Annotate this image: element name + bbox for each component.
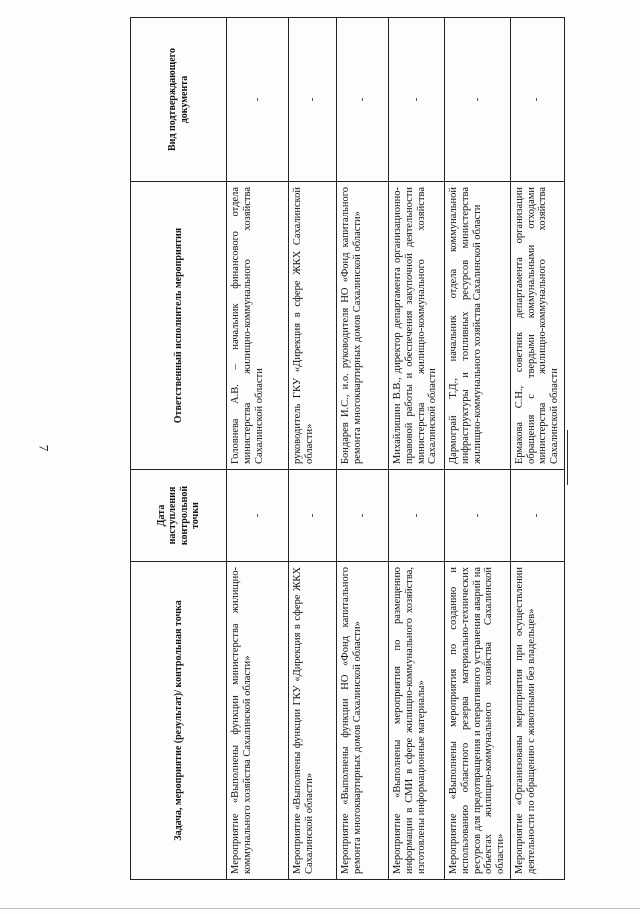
cell-document: -: [337, 18, 389, 182]
cell-date: -: [510, 470, 564, 562]
cell-responsible: Дармограй Т.Д., начальник отдела коммунальной инфраструктуры и топливных ресурсов министерства жилищно-коммунального хозяйства Сахалинской области: [445, 182, 511, 470]
cell-task: Мероприятие «Выполнены функции министерства жилищно-коммунального хозяйства Сахалинской области»: [227, 562, 289, 880]
cell-date: -: [337, 470, 389, 562]
cell-responsible: Михайлишин В.В., директор департамента организационно-правовой работы и обеспечения закупочной деятельности министерства жилищно-коммунального хозяйства Сахалинской области: [389, 182, 445, 470]
table-row: [445, 18, 511, 880]
cell-document: -: [289, 18, 337, 182]
cell-task: Мероприятие «Выполнены функции НО «Фонд капитального ремонта многоквартирных домов Сахалинской области»: [337, 562, 389, 880]
cell-task: Мероприятие «Организованы мероприятия при осуществлении деятельности по обращению с животными без владельцев»: [510, 562, 564, 880]
cell-document: -: [389, 18, 445, 182]
header-date: Дата наступления контрольной точки: [131, 470, 227, 562]
cell-task: Мероприятие «Выполнены функции ГКУ «Дирекция в сфере ЖКХ Сахалинской области»: [289, 562, 337, 880]
cell-task: Мероприятие «Выполнены мероприятия по размещению информации в СМИ в сфере жилищно-коммунального хозяйства, изготовлены информационные материалы»: [389, 562, 445, 880]
cell-date: -: [445, 470, 511, 562]
cell-date: -: [389, 470, 445, 562]
header-task: Задача, мероприятие (результат)/ контрольная точка: [131, 562, 227, 880]
table-row: [389, 18, 445, 880]
table-row: [289, 18, 337, 880]
cell-responsible: Бондарев И.С., и.о. руководителя НО «Фонд капитального ремонта многоквартирных домов Сахалинской области»: [337, 182, 389, 470]
cell-date: -: [289, 470, 337, 562]
measures-table: [130, 17, 565, 880]
cell-responsible: Головнева А.В. – начальник финансового отдела министерства жилищно-коммунального хозяйства Сахалинской области: [227, 182, 289, 470]
cell-task: Мероприятие «Выполнены мероприятия по созданию и использованию областного резерва материально-технических ресурсов для предотвращения и оперативного устранения аварий на объектах жилищно-коммунального хозяйства Сахалинской области»: [445, 562, 511, 880]
rotated-table-container: [130, 18, 560, 880]
page-number: 7: [36, 444, 52, 452]
cell-date: -: [227, 470, 289, 562]
table-row: [337, 18, 389, 880]
table-row: [227, 18, 289, 880]
cell-document: -: [445, 18, 511, 182]
cell-document: -: [510, 18, 564, 182]
table-row: [510, 18, 564, 880]
header-document: Вид подтверждающего документа: [131, 18, 227, 182]
table-header-row: [131, 18, 227, 880]
scan-edge-line: [0, 908, 640, 909]
header-responsible: Ответственный исполнитель мероприятия: [131, 182, 227, 470]
cell-responsible: Ермакова С.Н., советник департамента организации обращения с твердыми коммунальными отходами министерства жилищно-коммунального хозяйства Сахалинской области: [510, 182, 564, 470]
cell-responsible: руководитель ГКУ «Дирекция в сфере ЖКХ Сахалинской области»: [289, 182, 337, 470]
scan-artifact-line: [567, 430, 568, 485]
cell-document: -: [227, 18, 289, 182]
